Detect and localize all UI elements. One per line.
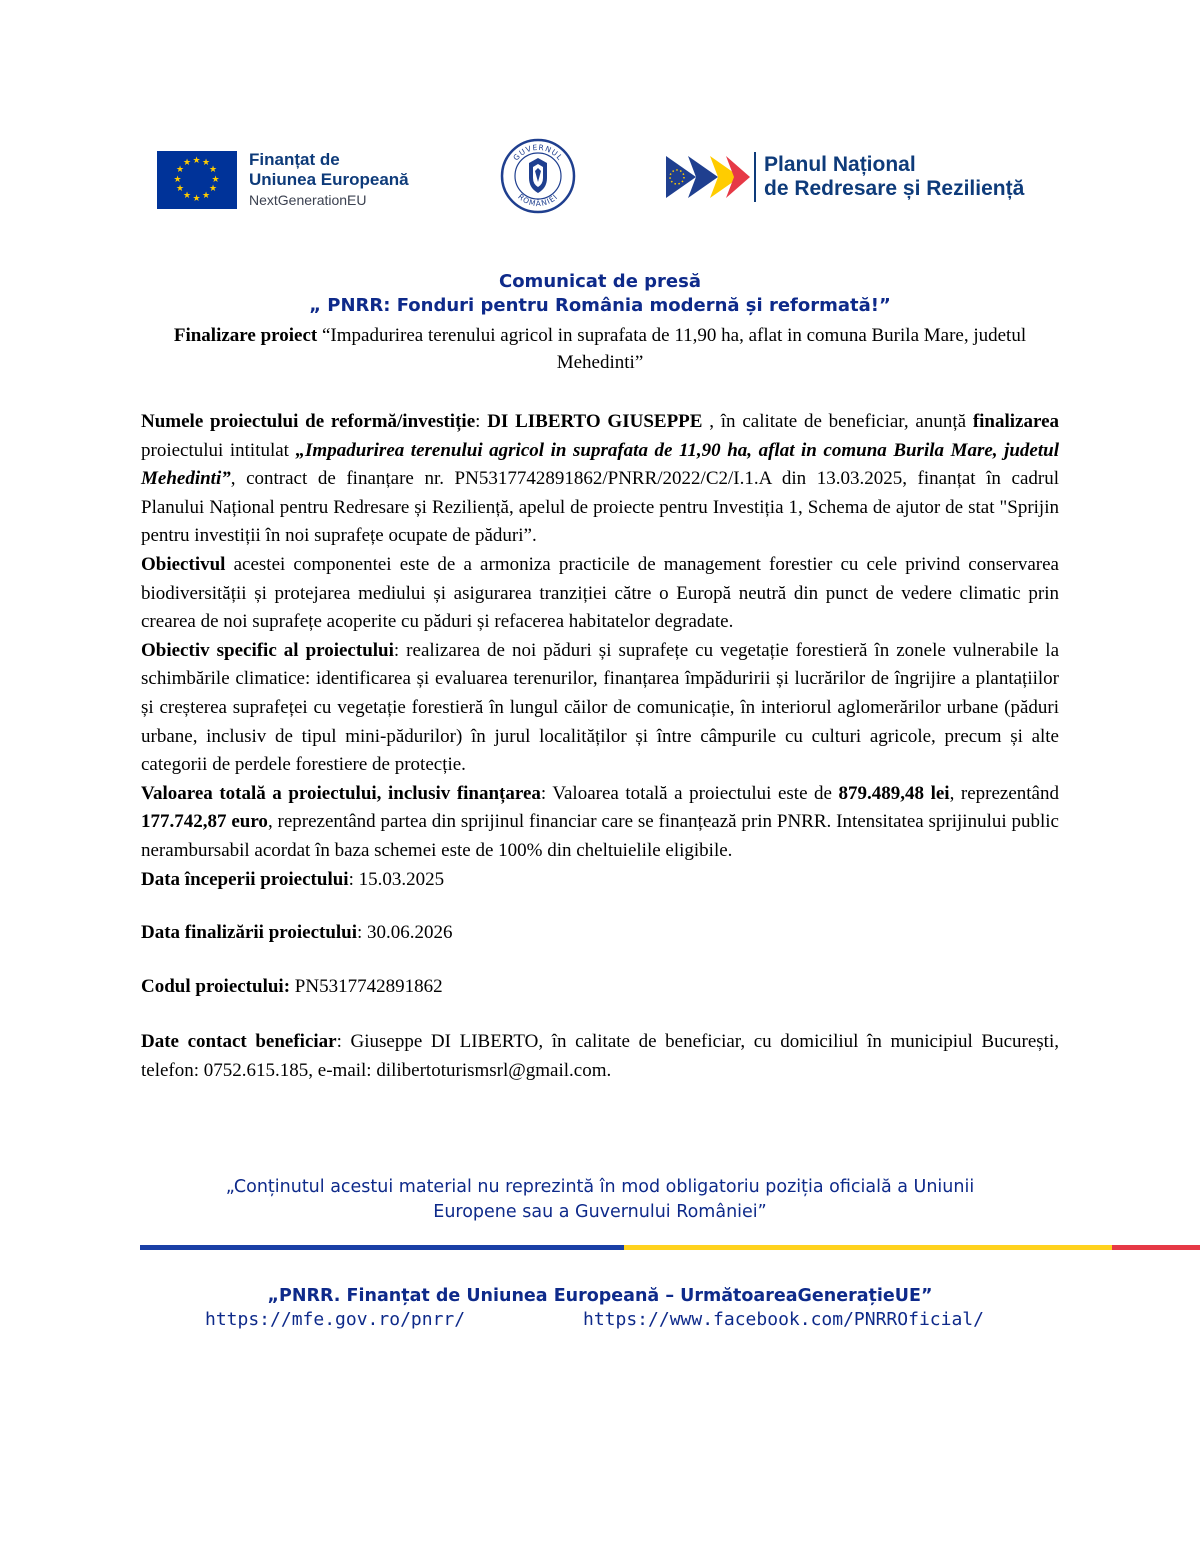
finalization-label: Finalizare proiect	[173, 325, 318, 346]
press-release-header	[100, 270, 1100, 376]
start-date-line	[141, 866, 1059, 895]
paragraph-text: , reprezentând partea din sprijinul financiar care se finanțează prin PNRR. Intensitatea sprijinului public nerambursabil acordat în baza schemei este de 100% din cheltuielile eligibile.	[141, 811, 1059, 861]
objective-text: acestei componentei este de a armoniza practicile de management forestier cu cele privind conservarea biodiversității și protejarea mediului și asigurarea tranziției către o Europă neutră din punct de vedere climatic prin crearea de noi suprafețe acoperite cu păduri și refacerea habitatelor degradate.	[141, 553, 1059, 633]
finalization-word: finalizarea	[972, 411, 1059, 432]
eu-logo-line3: NextGenerationEU	[249, 192, 367, 208]
beneficiary-name: DI LIBERTO GIUSEPPE	[487, 411, 703, 432]
end-date-line	[141, 919, 1059, 948]
paragraph-text: : Valoarea totală a proiectului este de	[540, 782, 839, 804]
project-title: „Impadurirea terenului agricol in suprafata de 11,90 ha, aflat in comuna Burila Mare, judetul Mehedinti”	[141, 439, 1059, 490]
eu-star-icon: ★	[208, 184, 218, 194]
colon-text: :	[475, 411, 488, 432]
seal-bottom-text: ROMÂNIEI	[516, 192, 560, 209]
disclaimer-line2: Europene sau a Guvernului României”	[433, 1202, 767, 1222]
press-release-body	[141, 408, 1059, 1085]
pnrr-logo-divider	[754, 152, 756, 202]
pnrr-logo-line1: Planul Național	[764, 153, 916, 176]
eu-star-icon: ★	[208, 165, 218, 175]
project-name-paragraph	[141, 408, 1059, 551]
start-date-value: : 15.03.2025	[348, 868, 445, 890]
project-code-label: Codul proiectului:	[141, 975, 291, 997]
pnrr-arrows-icon	[666, 152, 750, 202]
eu-star-icon: ★	[183, 190, 192, 201]
divider-blue	[140, 1245, 624, 1250]
value-euro: 177.742,87 euro	[141, 811, 268, 833]
divider-red	[1112, 1245, 1200, 1250]
project-code-value: PN5317742891862	[290, 975, 443, 997]
value-lei: 879.489,48 lei	[838, 782, 950, 804]
footer-tagline: „PNRR. Finanțat de Uniunea Europeană – UrmătoareaGenerațieUE”	[267, 1286, 933, 1306]
finalization-project-title: “Impadurirea terenului agricol in suprafata de 11,90 ha, aflat in comuna Burila Mare, judetul Mehedinti”	[317, 325, 1027, 373]
eu-logo-line2: Uniunea Europeană	[249, 170, 409, 189]
end-date-value: : 30.06.2026	[357, 922, 453, 944]
start-date-label: Data începerii proiectului	[141, 868, 349, 890]
page-subtitle: „ PNRR: Fonduri pentru România modernă și reformată!”	[309, 295, 891, 316]
objective-label: Obiectivul	[141, 553, 226, 575]
specific-objective-label: Obiectiv specific al proiectului	[141, 639, 394, 661]
project-code-line	[141, 973, 1059, 1002]
tricolor-divider	[140, 1245, 1200, 1250]
paragraph-text: proiectului intitulat	[141, 439, 296, 461]
facebook-link[interactable]: https://www.facebook.com/PNRROficial/	[583, 1309, 984, 1330]
disclaimer-line1: „Conținutul acestui material nu reprezintă în mod obligatoriu poziția oficială a Uniunii	[225, 1177, 975, 1197]
contract-text: , contract de finanțare nr. PN5317742891862/PNRR/2022/C2/I.1.A din 13.03.2025, finanțat în cadrul Planului Național pentru Redresare și Reziliență, apelul de proiecte pentru Investiția 1, Schema de ajutor de stat "Sprijin pentru investiții în noi suprafețe ocupate de păduri”.	[141, 468, 1059, 547]
government-seal-icon	[500, 138, 576, 214]
project-finalization-line	[100, 322, 1100, 376]
eu-logo-text	[249, 150, 409, 210]
contact-paragraph	[141, 1028, 1059, 1085]
specific-objective-paragraph	[141, 637, 1059, 780]
divider-yellow	[624, 1245, 1112, 1250]
eu-star-icon: ★	[202, 158, 211, 169]
eu-star-icon: ★	[176, 184, 185, 194]
disclaimer	[100, 1175, 1100, 1225]
eu-star-icon: ★	[173, 174, 182, 185]
end-date-label: Data finalizării proiectului	[141, 922, 358, 944]
eu-funding-logo	[157, 150, 409, 210]
paragraph-text: , reprezentând	[949, 782, 1059, 804]
mfe-link[interactable]: https://mfe.gov.ro/pnrr/	[205, 1309, 466, 1330]
paragraph-text: , în calitate de beneficiar, anunță	[702, 411, 973, 432]
pnrr-logo	[666, 152, 1024, 202]
pnrr-logo-line2: de Redresare și Reziliență	[764, 177, 1025, 200]
contact-label: Date contact beneficiar	[141, 1031, 337, 1053]
total-value-paragraph	[141, 780, 1059, 866]
eu-star-icon: ★	[183, 158, 192, 169]
eu-flag-icon	[157, 151, 237, 209]
eu-star-icon: ★	[192, 193, 201, 204]
eu-logo-line1: Finanțat de	[249, 150, 340, 169]
eu-star-icon: ★	[211, 174, 220, 185]
pnrr-logo-text	[764, 153, 1024, 201]
total-value-label: Valoarea totală a proiectului, inclusiv finanțarea	[141, 782, 541, 804]
objective-paragraph	[141, 551, 1059, 637]
logo-header	[0, 138, 1200, 238]
seal-top-text: GUVERNUL	[511, 142, 565, 163]
project-name-label: Numele proiectului de reformă/investiție	[141, 411, 476, 432]
eu-star-icon: ★	[202, 190, 211, 201]
contact-text: : Giuseppe DI LIBERTO, în calitate de beneficiar, cu domiciliul în municipiul București, telefon: 0752.615.185, e-mail: dilibertoturismsrl@gmail.com.	[141, 1031, 1059, 1081]
eu-star-icon: ★	[176, 165, 185, 175]
eu-star-icon: ★	[192, 155, 201, 166]
page-title: Comunicat de presă	[498, 271, 701, 292]
specific-objective-text: : realizarea de noi păduri și suprafețe cu vegetație forestieră în zonele vulnerabile la schimbările climatice: identificarea și evaluarea terenurilor, finanțarea împăduririi și lucrărilor de îngrijire a plantațiilor și creșterea suprafeței cu vegetație forestieră în lungul căilor de comunicație, în interiorul aglomerărilor urbane (păduri urbane, inclusiv de tipul mini-pădurilor) în jurul localităților și între câmpurile cu culturi agricole, precum și alte categorii de perdele forestiere de protecție.	[141, 639, 1059, 776]
svg-text:ROMÂNIEI	[516, 192, 560, 208]
